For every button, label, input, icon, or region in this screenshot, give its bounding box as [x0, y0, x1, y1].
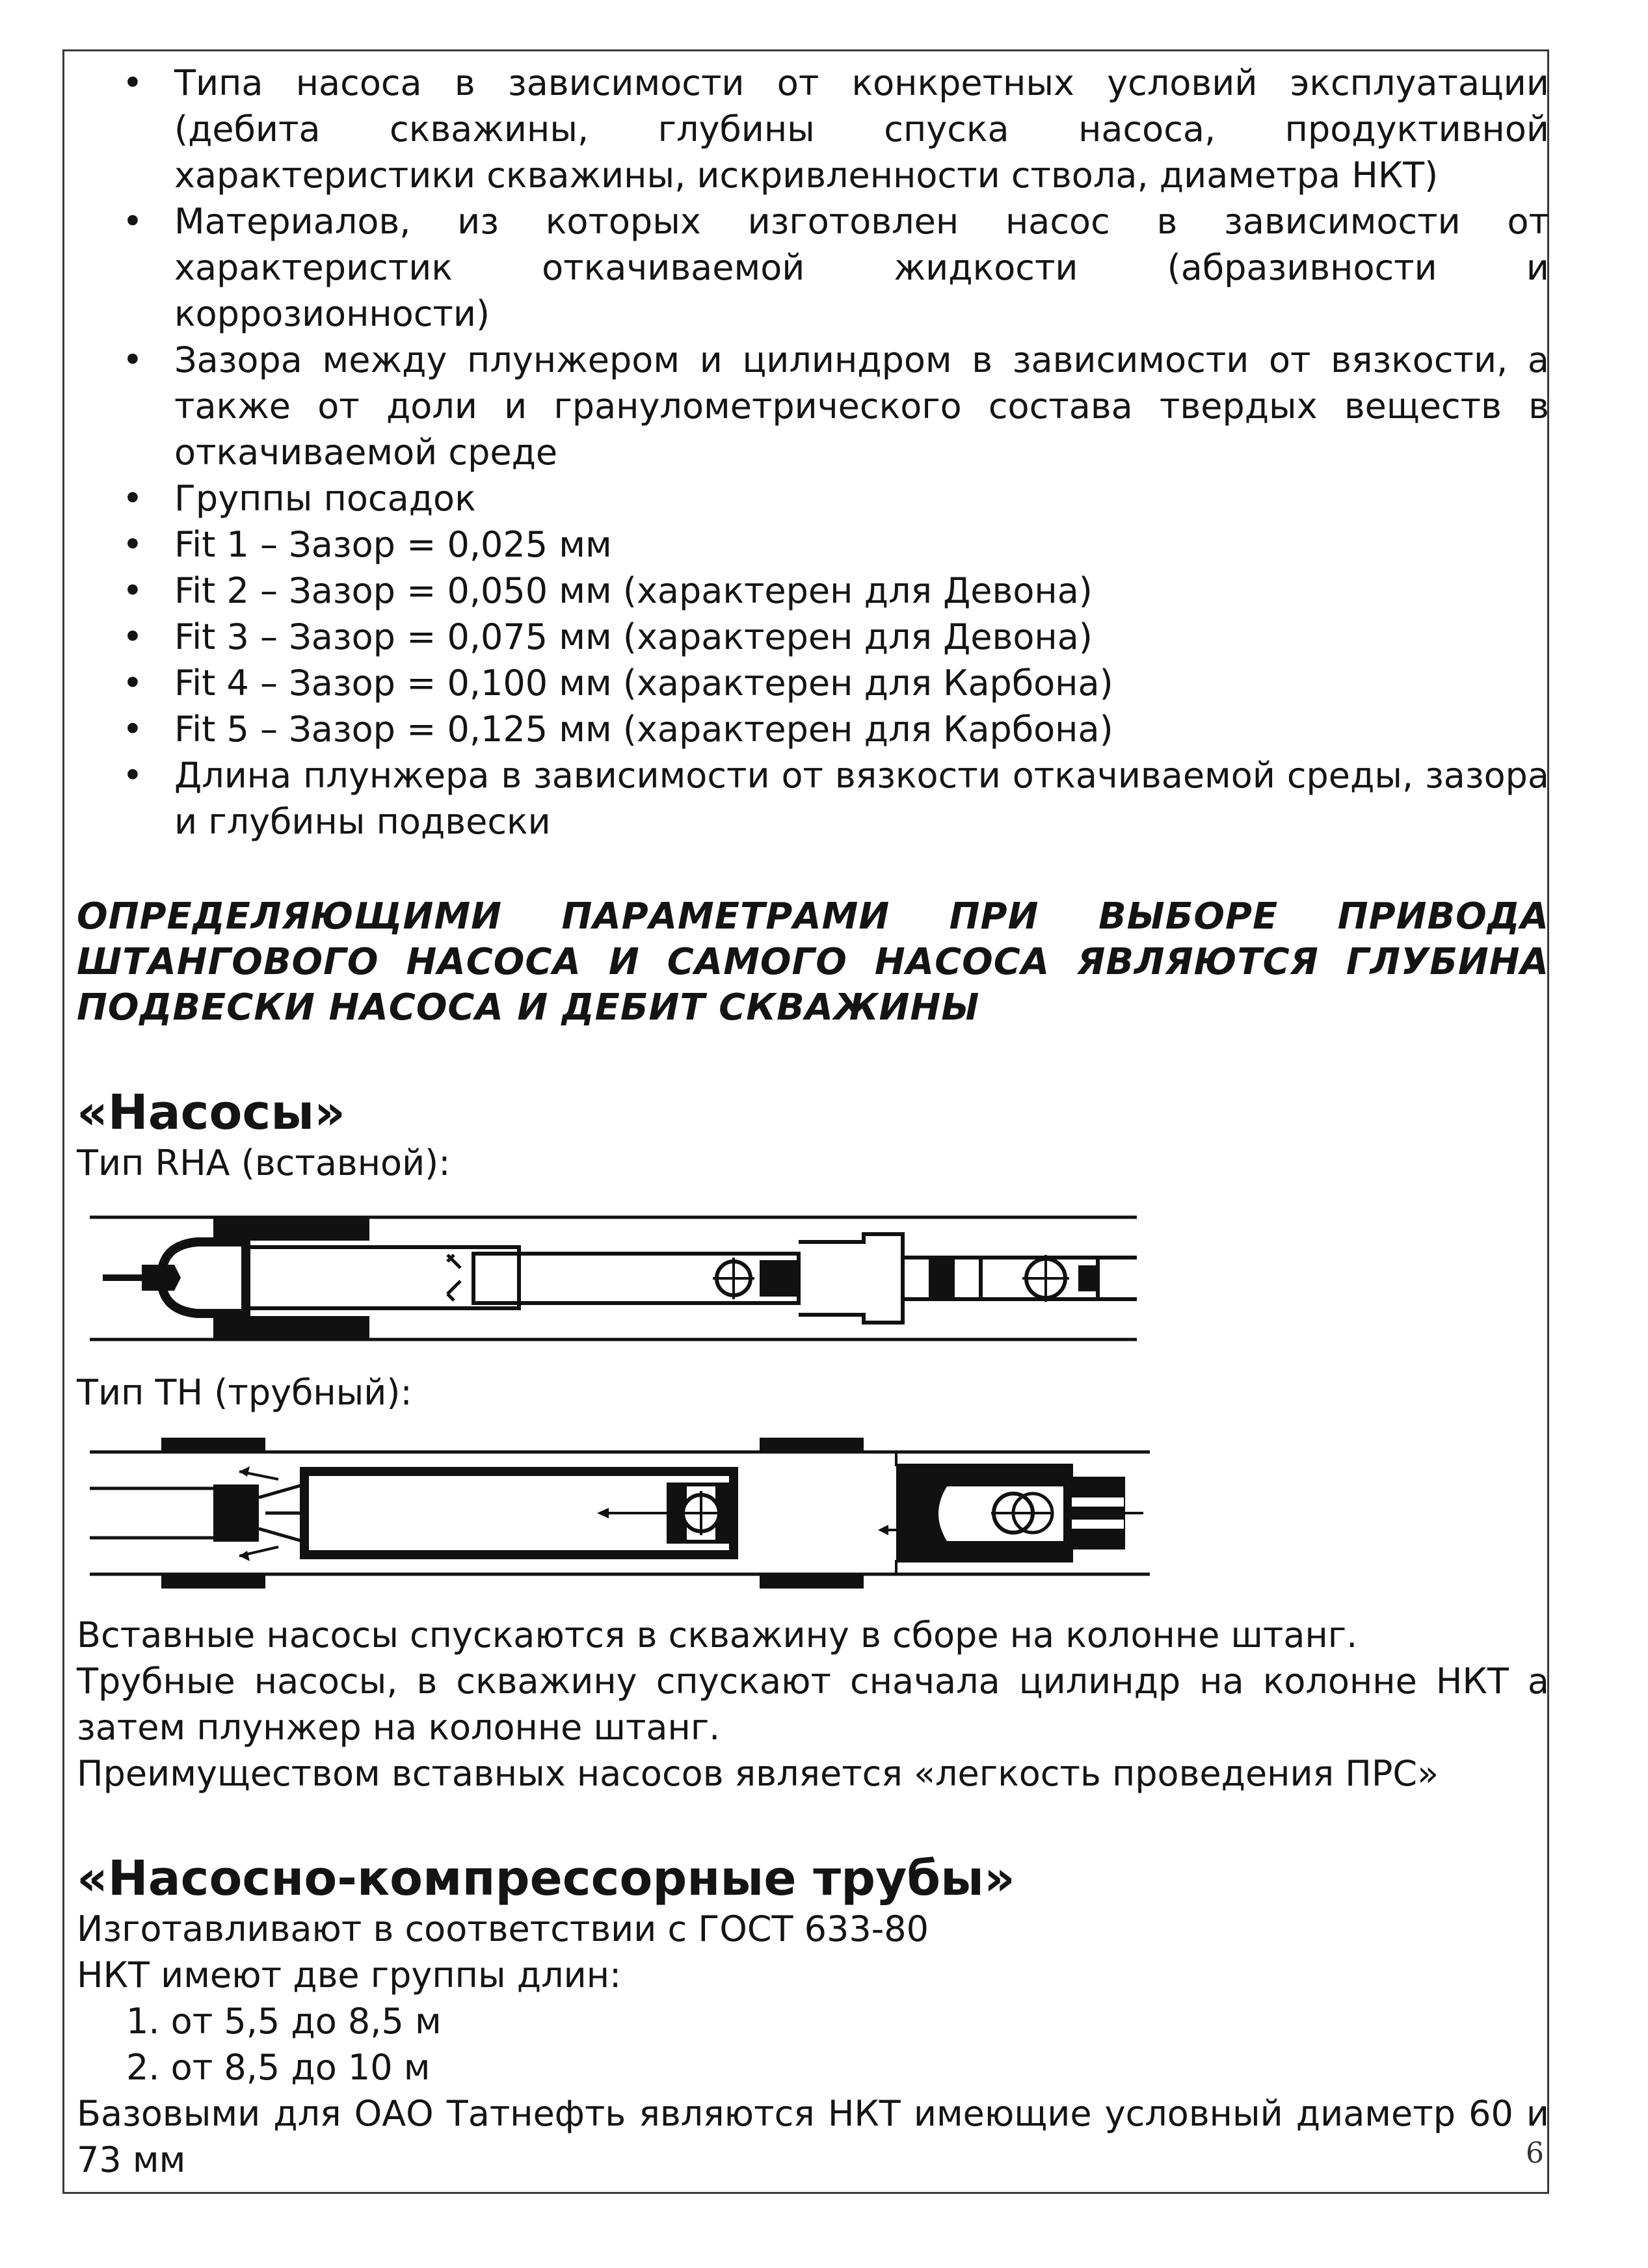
- tubes-text-3: Базовыми для ОАО Татнефть являются НКТ имеющие условный диаметр 60 и 73 мм: [77, 2093, 1549, 2180]
- list-item: • Длина плунжера в зависимости от вязкости откачиваемой среды, зазора и глубины подвески: [174, 752, 1549, 845]
- th-pump-diagram: [83, 1432, 1150, 1595]
- tube-length-list: [77, 1998, 1549, 2090]
- pump-text-1: Вставные насосы спускаются в скважину в сборе на колонне штанг.: [77, 1615, 1358, 1655]
- pump-text-2: Трубные насосы, в скважину спускают сначала цилиндр на колонне НКТ а затем плунжер на колонне штанг.: [77, 1661, 1549, 1748]
- pump-type-rha-label: Тип RHA (вставной):: [77, 1142, 451, 1183]
- list-item: 1. от 5,5 до 8,5 м: [126, 2001, 442, 2042]
- tubes-text-2: НКТ имеют две группы длин:: [77, 1955, 622, 1996]
- tubes-text-1: Изготавливают в соответствии с ГОСТ 633-80: [77, 1908, 929, 1949]
- list-item-text: Зазора между плунжером и цилиндром в зависимости от вязкости, а также от доли и гранулометрического состава твердых веществ в откачиваемой среде: [174, 339, 1549, 473]
- fit-item: • Fit 4 – Зазор = 0,100 мм (характерен для Карбона): [174, 660, 1549, 706]
- list-item: [174, 337, 1549, 752]
- fit-groups-title: • Группы посадок: [174, 475, 1549, 521]
- list-item: 2. от 8,5 до 10 м: [126, 2047, 431, 2088]
- pump-type-th-label: Тип TH (трубный):: [77, 1372, 412, 1413]
- page-number: 6: [1526, 2137, 1544, 2170]
- fit-groups: [174, 475, 1549, 752]
- fit-item: • Fit 3 – Зазор = 0,075 мм (характерен для Девона): [174, 614, 1549, 660]
- statement-line: ОПРЕДЕЛЯЮЩИМИ ПАРАМЕТРАМИ ПРИ ВЫБОРЕ ПРИВОДА: [77, 895, 1549, 938]
- key-parameters-statement: [77, 894, 1549, 1031]
- section-heading-pumps: «Насосы»: [77, 1085, 345, 1141]
- pump-text-3: Преимуществом вставных насосов является «легкость проведения ПРС»: [77, 1753, 1439, 1794]
- fit-item: • Fit 2 – Зазор = 0,050 мм (характерен для Девона): [174, 568, 1549, 614]
- selection-criteria-list: [77, 60, 1549, 845]
- page-content: [77, 60, 1549, 2183]
- rha-pump-diagram: [83, 1203, 1150, 1352]
- fit-item: • Fit 5 – Зазор = 0,125 мм (характерен для Карбона): [174, 706, 1549, 752]
- fit-item: • Fit 1 – Зазор = 0,025 мм: [174, 521, 1549, 568]
- list-item: • Типа насоса в зависимости от конкретных условий эксплуатации (дебита скважины, глубины спуска насоса, продуктивной характеристики скважины, искривленности ствола, диаметра НКТ): [174, 60, 1549, 198]
- statement-line: ПОДВЕСКИ НАСОСА И ДЕБИТ СКВАЖИНЫ: [77, 986, 980, 1029]
- list-item: • Материалов, из которых изготовлен насос в зависимости от характеристик откачиваемой жидкости (абразивности и коррозионности): [174, 198, 1549, 337]
- statement-line: ШТАНГОВОГО НАСОСА И САМОГО НАСОСА ЯВЛЯЮТСЯ ГЛУБИНА: [77, 941, 1549, 983]
- section-heading-tubes: «Насосно-компрессорные трубы»: [77, 1851, 1015, 1906]
